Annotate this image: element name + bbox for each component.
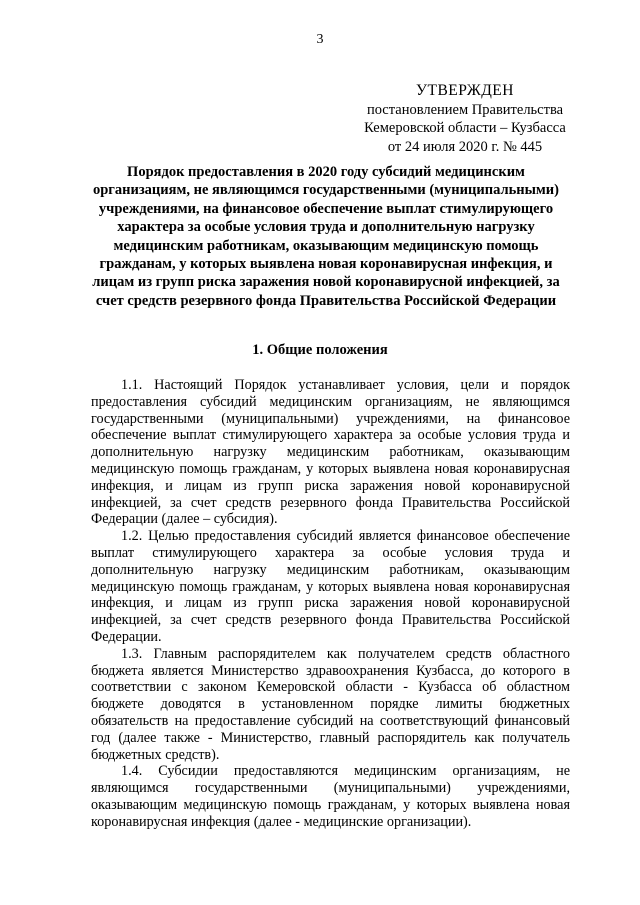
paragraph-1-2: 1.2. Целью предоставления субсидий является финансовое обеспечение выплат стимулирующего характера за особые условия труда и дополнительную нагрузку медицинским работникам, оказывающим медицинскую помощь гражданам, у которых выявлена новая коронавирусная инфекция, и лицам из групп риска заражения новой коронавирусной инфекцией, за счет средств резервного фонда Правительства Российской Федерации.: [91, 528, 570, 645]
approval-line-3: от 24 июля 2020 г. № 445: [387, 138, 543, 155]
approval-heading: УТВЕРЖДЕН: [416, 82, 514, 99]
body-text: [91, 377, 570, 831]
approval-block: [340, 82, 590, 156]
document-title: Порядок предоставления в 2020 году субсидий медицинским организациям, не являющимся государственными (муниципальными) учреждениями, на финансовое обеспечение выплат стимулирующего характера за особые условия труда и дополнительную нагрузку медицинским работникам, оказывающим медицинскую помощь гражданам, у которых выявлена новая коронавирусная инфекция, и лицам из групп риска заражения новой коронавирусной инфекцией, за счет средств резервного фонда Правительства Российской Федерации: [92, 164, 560, 309]
approval-line-2: Кемеровской области – Кузбасса: [364, 120, 566, 136]
paragraph-1-4: 1.4. Субсидии предоставляются медицинским организациям, не являющимся государственными (муниципальными) учреждениями, оказывающим медицинскую помощь гражданам, у которых выявлена новая коронавирусная инфекция (далее - медицинские организации).: [91, 763, 570, 830]
paragraph-1-3: 1.3. Главным распорядителем как получателем средств областного бюджета является Министерство здравоохранения Кузбасса, до которого в соответствии с законом Кемеровской области - Кузбасса об областном бюджете доводятся в установленном порядке лимиты бюджетных обязательств на предоставление субсидий на соответствующий финансовый год (далее также - Министерство, главный распорядитель как получатель бюджетных средств).: [91, 645, 570, 763]
section-heading: 1. Общие положения: [252, 342, 388, 358]
page-number: 3: [316, 32, 324, 47]
approval-line-1: постановлением Правительства: [366, 101, 564, 118]
paragraph-1-1: 1.1. Настоящий Порядок устанавливает условия, цели и порядок предоставления субсидий медицинским организациям, не являющимся государственными (муниципальными) учреждениями, на финансовое обеспечение выплат стимулирующего характера за особые условия труда и дополнительную нагрузку медицинским работникам, оказывающим медицинскую помощь гражданам, у которых выявлена новая коронавирусная инфекция, и лицам из групп риска заражения новой коронавирусной инфекцией, за счет средств резервного фонда Правительства Российской Федерации (далее – субсидия).: [91, 377, 570, 528]
